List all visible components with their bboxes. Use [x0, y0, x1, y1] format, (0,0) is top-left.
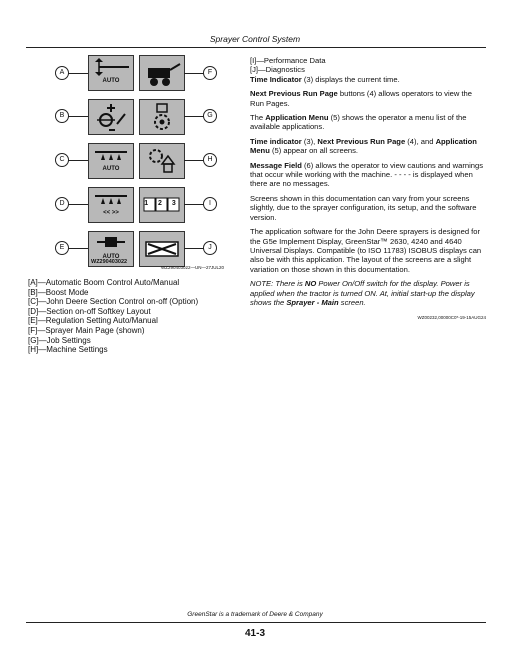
note-text: Power On/Off switch for the display. Power is applied when the tractor is turned ON. At, initial start-up the display shows the — [250, 279, 475, 307]
header-rule — [26, 47, 486, 48]
callout-line — [68, 116, 88, 117]
callout-c: C — [55, 153, 69, 167]
note-text: screen. — [338, 297, 366, 307]
legend-item: [E]—Regulation Setting Auto/Manual — [28, 316, 158, 326]
callout-line — [68, 204, 88, 205]
bold-term: Time Indicator — [250, 74, 302, 84]
boost-mode-button-graphic — [88, 99, 134, 135]
paragraph-text: (4), and — [405, 136, 436, 146]
figure-reference: WZ290403022—UN—27JUL20 — [161, 265, 225, 270]
section-control-button-graphic — [88, 143, 134, 179]
callout-d: D — [55, 197, 69, 211]
callout-e: E — [55, 241, 69, 255]
bold-term: Time indicator — [250, 136, 302, 146]
note-paragraph — [250, 279, 486, 307]
legend-item-i: [I]—Performance Data — [250, 56, 326, 65]
legend-item: [B]—Boost Mode — [28, 287, 89, 297]
job-settings-icon — [140, 100, 184, 134]
message-field-paragraph — [250, 161, 486, 189]
legend-item: [D]—Section on-off Softkey Layout — [28, 306, 151, 316]
legend-item: [C]—John Deere Section Control on-off (Option) — [28, 297, 199, 307]
auto-label: AUTO — [102, 166, 120, 172]
boom-arrows-icon — [89, 56, 133, 78]
auto-boom-button-graphic — [88, 55, 134, 91]
callout-line — [184, 204, 204, 205]
legend-item: [F]—Sprayer Main Page (shown) — [28, 325, 145, 335]
callout-line — [184, 116, 204, 117]
main-page-button-graphic — [139, 55, 185, 91]
bold-term: Application Menu — [250, 136, 477, 156]
bold-term: Next Previous Run Page — [250, 89, 338, 99]
bold-term: Application Menu — [265, 113, 329, 123]
auto-label: AUTO — [102, 254, 120, 260]
callout-f: F — [203, 66, 217, 80]
callout-b: B — [55, 109, 69, 123]
document-reference: WZ00232,00000C0*-19-15AUG24 — [417, 315, 486, 321]
sprayer-icon — [140, 56, 184, 90]
callout-line — [68, 160, 88, 161]
note-text: NOTE: There is — [250, 279, 305, 289]
diagnostics-icon — [140, 232, 184, 266]
arrows-label: << >> — [103, 210, 119, 216]
callout-line — [68, 73, 88, 74]
callout-g: G — [203, 109, 217, 123]
boost-icon — [89, 100, 133, 134]
paragraph-text: (6) allows the operator to view cautions and warnings that occur while working with the machine. - - - - is displayed when there are no messages. — [250, 160, 484, 189]
paragraph-text: (3), — [301, 136, 318, 146]
machine-settings-button-graphic — [139, 143, 185, 179]
callout-line — [68, 248, 88, 249]
screens-paragraph: Screens shown in this documentation can vary from your screens slightly, due to the sprayer configuration, its setup, and the software version. — [250, 193, 477, 222]
softkey-figure — [55, 53, 243, 271]
callout-line — [184, 248, 204, 249]
figure-image-id: WZ290403022 — [91, 259, 128, 265]
diagnostics-button-graphic — [139, 231, 185, 267]
trademark-note: GreenStar is a trademark of Deere & Company — [187, 611, 323, 618]
auto-label: AUTO — [102, 78, 120, 84]
section-nozzle-icon — [89, 144, 133, 166]
pump-icon — [89, 232, 133, 254]
callout-line — [184, 160, 204, 161]
time-indicator-paragraph — [250, 75, 486, 84]
job-settings-button-graphic — [139, 99, 185, 135]
callout-h: H — [203, 153, 217, 167]
body-text — [250, 56, 486, 328]
page-number: 41-3 — [244, 628, 265, 639]
callout-line — [184, 73, 204, 74]
paragraph-text: (5) appear on all screens. — [269, 146, 359, 156]
next-previous-paragraph — [250, 89, 486, 108]
callout-a: A — [55, 66, 69, 80]
bold-term: Message Field — [250, 160, 302, 170]
page-header: Sprayer Control System — [209, 34, 301, 44]
machine-settings-icon — [140, 144, 184, 178]
footer-rule — [26, 622, 486, 623]
callout-j: J — [203, 241, 217, 255]
performance-data-button-graphic — [139, 187, 185, 223]
legend-item: [G]—Job Settings — [28, 335, 91, 345]
legend-item-j: [J]—Diagnostics — [250, 65, 305, 75]
common-elements-paragraph — [250, 137, 486, 156]
legend-item: [H]—Machine Settings — [28, 345, 108, 355]
note-emphasis: NO — [304, 279, 317, 289]
application-menu-paragraph — [250, 113, 486, 132]
software-paragraph: The application software for the John Deere sprayers is designed for the G5e Implement Display, GreenStar™ 2630, 4240 and 4640 Universal Displays. Compatible (to ISO 11783) ISOBUS displays can also be with this application. The layout of the screens are a slight variation on those shown in this documentation. — [250, 227, 482, 274]
section-nozzle-icon — [89, 188, 133, 210]
paragraph-text: (3) displays the current time. — [301, 74, 400, 84]
note-emphasis: Sprayer - Main — [286, 297, 339, 307]
section-layout-button-graphic — [88, 187, 134, 223]
paragraph-text: buttons (4) allows operators to view the Run Pages. — [250, 89, 473, 108]
legend-item: [A]—Automatic Boom Control Auto/Manual — [28, 278, 180, 287]
callout-i: I — [203, 197, 217, 211]
paragraph-text: The — [250, 113, 266, 123]
section-numbers: 1 2 3 — [144, 200, 180, 207]
bold-term: Next Previous Run Page — [317, 136, 406, 146]
paragraph-text: (5) shows the operator a menu list of the available applications. — [250, 113, 467, 132]
figure-legend — [28, 278, 198, 355]
